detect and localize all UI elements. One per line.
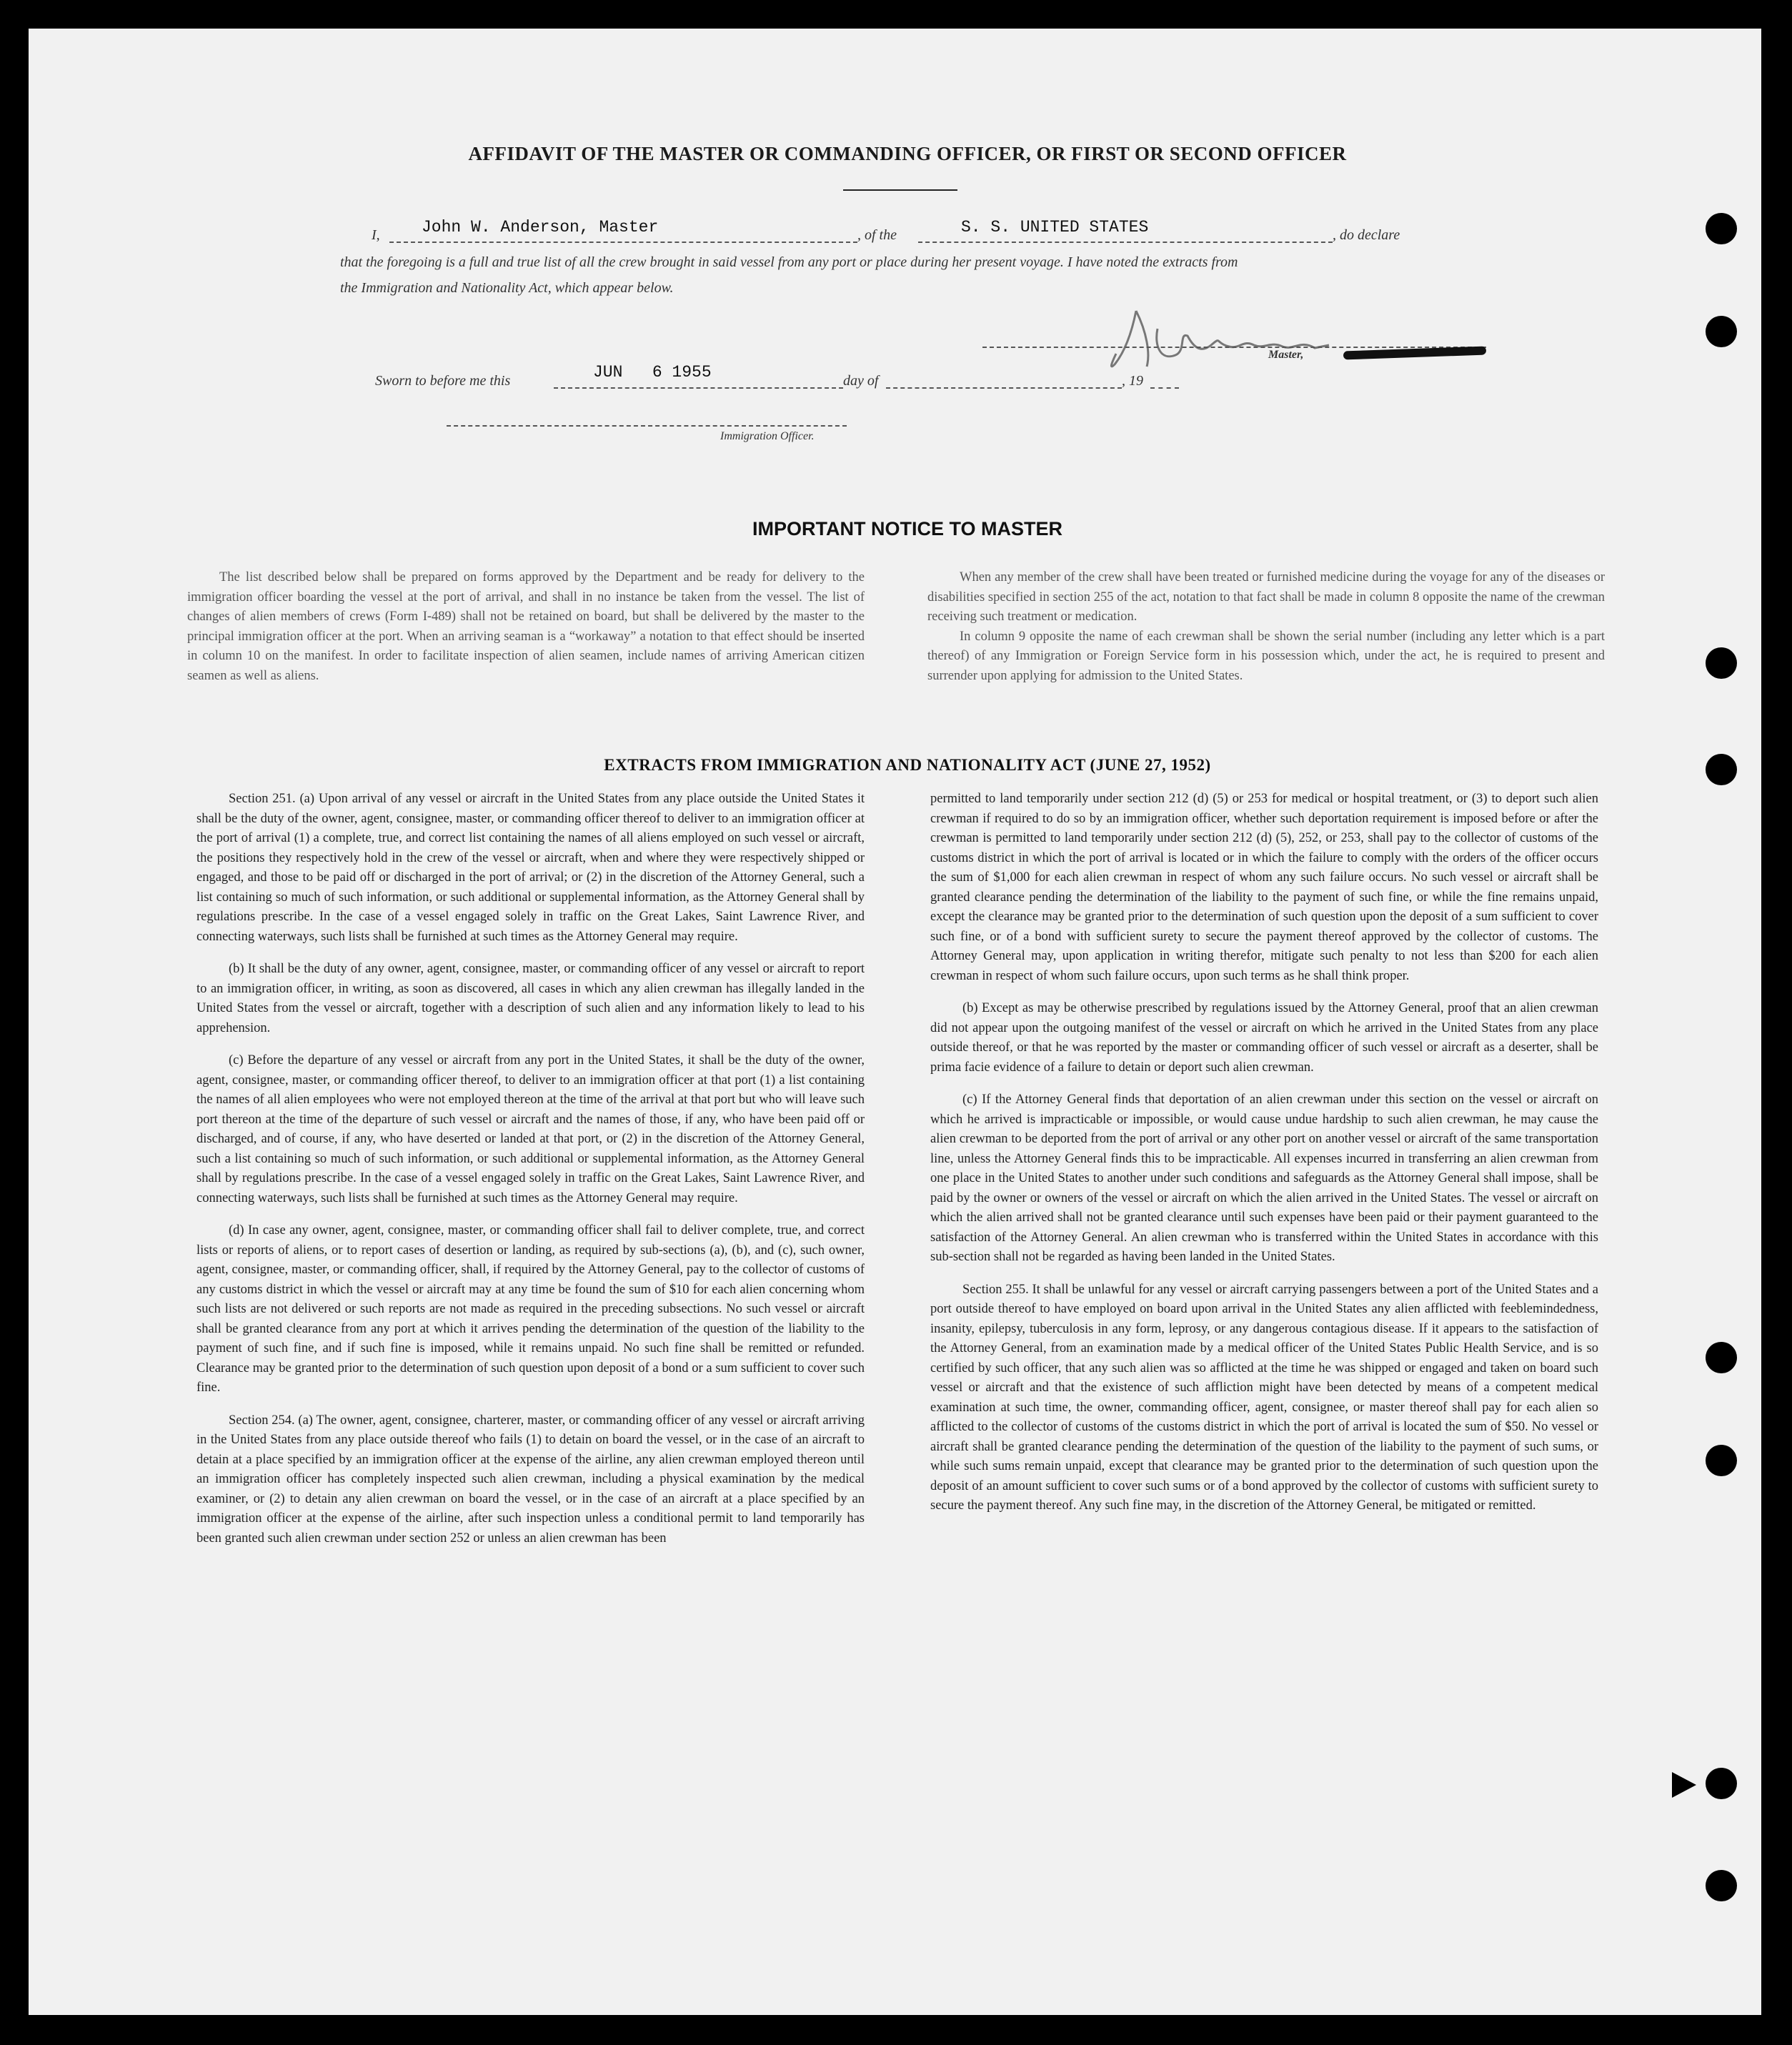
- sworn-date-stamp: JUN 6 1955: [593, 363, 712, 382]
- year-label: , 19: [1122, 373, 1143, 389]
- sworn-label: Sworn to before me this: [375, 373, 511, 389]
- master-signature-line: [982, 347, 1486, 348]
- month-line: [886, 387, 1122, 389]
- extracts-title: EXTRACTS FROM IMMIGRATION AND NATIONALITY ACT (JUNE 27, 1952): [604, 756, 1211, 774]
- declarant-name: John W. Anderson, Master: [422, 218, 659, 237]
- notice-left-column: [187, 568, 865, 686]
- declaration-text-2: the Immigration and Nationality Act, which appear below.: [340, 280, 674, 296]
- section-254c: (c) If the Attorney General finds that deportation of an alien crewman under this section on the vessel or aircraft on which he arrived is impracticable or impossible, or would cause undue hardship to such alien crewman, he may cause the alien crewman to be deported from the port of arrival or any other port on another vessel or aircraft of the same transportation line, unless the Attorney General finds this to be impracticable. All expenses incurred in transferring an alien crewman from one place in the United States to another under such conditions and safeguards as the Attorney General shall impose, shall be paid by the owner or owners of the vessel or aircraft on which the alien arrived in the United States. The vessel or aircraft on which the alien arrived shall not be granted clearance until such expenses have been paid or their payment guaranteed to the satisfaction of the Attorney General. An alien crewman who is transferred within the United States in accordance with this sub-section shall not be regarded as having been landed in the United States.: [930, 1093, 1598, 1264]
- vessel-name: S. S. UNITED STATES: [961, 218, 1149, 237]
- punch-hole-6: [1706, 1445, 1737, 1476]
- section-251a: Section 251. (a) Upon arrival of any vessel or aircraft in the United States from any place outside the United States it shall be the duty of the owner, agent, consignee, master, or commanding officer thereof to deliver to an immigration officer at the port of arrival (1) a complete, true, and correct list containing the names of all aliens employed on such vessel or aircraft, the positions they respectively hold in the crew of the vessel or aircraft, when and where they were respectively shipped or engaged, and those to be paid off or discharged in the port of arrival; or (2) in the discretion of the Attorney General, such a list containing so much of such information, or such additional or supplemental information, as the Attorney General shall by regulations prescribe. In the case of a vessel engaged solely in traffic on the Great Lakes, Saint Lawrence River, and connecting waterways, such lists shall be furnished at such times as the Attorney General may require.: [196, 792, 865, 944]
- sworn-date-line: [554, 387, 843, 389]
- vessel-line: [918, 242, 1333, 243]
- punch-hole-8: [1706, 1870, 1737, 1901]
- notice-right-p2: In column 9 opposite the name of each crewman shall be shown the serial number (including any letter which is a part thereof) of any Immigration or Foreign Service form in his possession which, under the act, he is required to present and surrender upon applying for admission to the United States.: [927, 629, 1605, 683]
- title-underline: [843, 189, 957, 191]
- notice-title: IMPORTANT NOTICE TO MASTER: [752, 518, 1062, 539]
- i-label: I,: [372, 227, 380, 243]
- notice-right-column: [927, 568, 1605, 686]
- master-label: Master,: [1268, 349, 1304, 361]
- affidavit-title: AFFIDAVIT OF THE MASTER OR COMMANDING OFFICER, OR FIRST OR SECOND OFFICER: [468, 143, 1347, 164]
- punch-hole-1: [1706, 213, 1737, 244]
- declaration-text-1: that the foregoing is a full and true list of all the crew brought in said vessel from any port or place during her present voyage. I have noted the extracts from: [340, 254, 1238, 270]
- punch-hole-4: [1706, 754, 1737, 785]
- declarant-line: [389, 242, 857, 243]
- punch-hole-2: [1706, 316, 1737, 347]
- section-251c: (c) Before the departure of any vessel or aircraft from any port in the United States, it shall be the duty of the owner, agent, consignee, master, or commanding officer thereof, to deliver to an immigration officer at that port (1) a list containing the names of all alien employees who were not employed thereon at the time of the arrival at that port but who will leave such port thereon at the time of the departure of such vessel or aircraft and the names of those, if any, who have been paid off or discharged, and of course, if any, who have deserted or landed at that port, or (2) in the discretion of the Attorney General, such a list containing so much of such information, or such additional or supplemental information, as the Attorney General shall by regulations prescribe. In the case of a vessel engaged solely in traffic on the Great Lakes, Saint Lawrence River, and connecting waterways, such lists shall be furnished at such times as the Attorney General may require.: [196, 1053, 865, 1205]
- officer-signature-line: [447, 425, 847, 427]
- declare-label: , do declare: [1333, 227, 1400, 243]
- punch-hole-7: [1706, 1768, 1737, 1799]
- section-255: Section 255. It shall be unlawful for any vessel or aircraft carrying passengers between a port of the United States and a port outside thereof to have employed on board upon arrival in the United States any alien afflicted with feeblemindedness, insanity, epilepsy, tuberculosis in any form, leprosy, or any dangerous contagious disease. If it appears to the satisfaction of the Attorney General, from an examination made by a medical officer of the United States Public Health Service, and is so certified by such officer, that any such alien was so afflicted at the time he was shipped or engaged and taken on board such vessel or aircraft and that the existence of such affliction might have been detected by means of a competent medical examination at such time, the owner, commanding officer, agent, consignee, or master thereof shall pay for each alien so afflicted to the collector of customs of the customs district in which the port of arrival is located the sum of $50. No vessel or aircraft shall be granted clearance pending the determination of the question of the liability to the payment of such sums, or while such sums remain unpaid, except that clearance may be granted prior to the determination of such question upon the deposit of an amount sufficient to cover such sums or of a bond approved by the collector of customs with sufficient surety to secure the payment thereof. Any such fine may, in the discretion of the Attorney General, be mitigated or remitted.: [930, 1282, 1598, 1513]
- section-251d: (d) In case any owner, agent, consignee, master, or commanding officer shall fail to deliver complete, true, and correct lists or reports of aliens, or to report cases of desertion or landing, as required by sub-sections (a), (b), and (c), such owner, agent, consignee, master, or commanding officer, shall, if required by the Attorney General, pay to the collector of customs of any customs district in which the vessel or aircraft may at any time be found the sum of $10 for each alien concerning whom such lists are not delivered or such reports are not made as required in the preceding subsections. No such vessel or aircraft shall be granted clearance from any port at which it arrives pending the determination of the question of the liability to the payment of such fine, and if such fine is imposed, while it remains unpaid. No such fine shall be remitted or refunded. Clearance may be granted prior to the determination of such question upon deposit of a bond or a sum sufficient to cover such fine.: [196, 1223, 865, 1395]
- punch-hole-3: [1706, 647, 1737, 679]
- master-signature: [1107, 304, 1350, 375]
- section-254b: (b) Except as may be otherwise prescribed by regulations issued by the Attorney General, proof that an alien crewman did not appear upon the outgoing manifest of the vessel or aircraft on which he arrived in the United States from any place outside thereof, or that he was reported by the master or commanding officer of such vessel or aircraft as a deserter, shall be prima facie evidence of a failure to detain or deport such alien crewman.: [930, 1001, 1598, 1075]
- notice-left-text: The list described below shall be prepared on forms approved by the Department and be ready for delivery to the immigration officer boarding the vessel at the port of arrival, and shall in no instance be taken from the vessel. The list of changes of alien members of crews (Form I-489) shall not be retained on board, but shall be delivered by the master to the principal immigration officer at the port. When an arriving seaman is a “workaway” a notation to that effect should be inserted in column 10 on the manifest. In order to facilitate inspection of alien seamen, include names of arriving American citizen seamen as well as aliens.: [187, 570, 865, 683]
- arrow-mark: [1672, 1772, 1696, 1798]
- document-page: [29, 29, 1761, 2015]
- redacted-mark: [1343, 347, 1486, 360]
- of-the-label: , of the: [857, 227, 897, 243]
- punch-hole-5: [1706, 1342, 1737, 1373]
- section-254a-continued: permitted to land temporarily under section 212 (d) (5) or 253 for medical or hospital treatment, or (3) to deport such alien crewman if required to do so by an immigration officer, whether such deportation requirement is imposed before or after the crewman is permitted to land temporarily under section 212 (d) (5), 252, or 253, shall pay to the collector of customs of the customs district in which the port of arrival is located or in which the failure to comply with the orders of the officer occurs the sum of $1,000 for each alien crewman in respect of whom any such failure occurs. No such vessel or aircraft shall be granted clearance pending the determination of the liability to the payment of such fine, or while the fine remains unpaid, except the clearance may be granted prior to the determination of such question upon the deposit of a sum sufficient to cover such fine, or of a bond with sufficient surety to secure the payment thereof approved by the collector of customs. The Attorney General may, upon application in writing therefor, mitigate such penalty to not less than $200 for each alien crewman in respect of whom such failure occurs, upon such terms as he shall think proper.: [930, 792, 1598, 983]
- day-of-label: day of: [843, 373, 879, 389]
- notice-right-p1: When any member of the crew shall have been treated or furnished medicine during the voyage for any of the diseases or disabilities specified in section 255 of the act, notation to that fact shall be made in column 8 opposite the name of the crewman receiving such treatment or medication.: [927, 570, 1605, 624]
- year-line: [1150, 387, 1179, 389]
- section-251b: (b) It shall be the duty of any owner, agent, consignee, master, or commanding officer of any vessel or aircraft to report to an immigration officer, in writing, as soon as discovered, all cases in which any alien crewman has illegally landed in the United States from the vessel or aircraft, together with a description of such alien and any information likely to lead to his apprehension.: [196, 962, 865, 1035]
- extracts-right-column: [930, 790, 1598, 1516]
- extracts-left-column: [196, 790, 865, 1548]
- officer-label: Immigration Officer.: [720, 430, 815, 442]
- section-254a: Section 254. (a) The owner, agent, consignee, charterer, master, or commanding officer of any vessel or aircraft arriving in the United States from any place outside thereof who fails (1) to detain on board the vessel, or in the case of an aircraft to detain at a place specified by an immigration officer at the expense of the airline, any alien crewman employed thereon until an immigration officer has completely inspected such alien crewman, including a physical examination by the medical examiner, or (2) to detain any alien crewman on board the vessel, or in the case of an aircraft at a place specified by an immigration officer at the expense of the airline, after such inspection unless a conditional permit to land temporarily has been granted such alien crewman under section 252 or unless an alien crewman has been: [196, 1413, 865, 1546]
